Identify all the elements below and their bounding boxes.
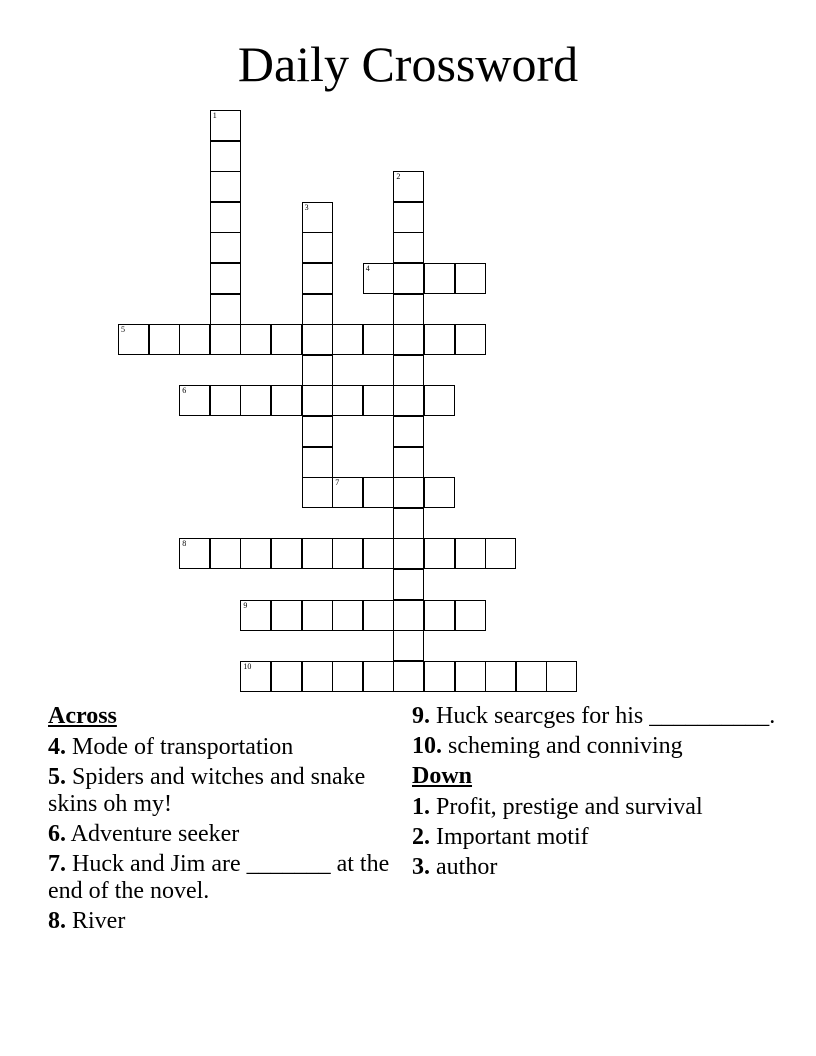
grid-cell[interactable] xyxy=(210,110,241,141)
grid-cell[interactable] xyxy=(271,324,302,355)
grid-cell[interactable] xyxy=(485,661,516,692)
across-heading: Across xyxy=(48,703,117,729)
clue-item-text: Mode of transportation xyxy=(66,734,294,760)
grid-cell[interactable] xyxy=(424,324,455,355)
grid-cell[interactable] xyxy=(302,202,333,233)
grid-cell[interactable] xyxy=(424,385,455,416)
grid-cell[interactable] xyxy=(210,324,241,355)
grid-cell[interactable] xyxy=(393,324,424,355)
grid-cell[interactable] xyxy=(240,661,271,692)
grid-cell[interactable] xyxy=(302,385,333,416)
grid-cell[interactable] xyxy=(546,661,577,692)
grid-cell[interactable] xyxy=(455,324,486,355)
grid-cell[interactable] xyxy=(363,385,394,416)
grid-cell[interactable] xyxy=(332,324,363,355)
grid-cell[interactable] xyxy=(302,232,333,263)
down-heading: Down xyxy=(412,763,473,789)
grid-cell[interactable] xyxy=(210,385,241,416)
grid-cell[interactable] xyxy=(393,569,424,600)
grid-cell[interactable] xyxy=(455,600,486,631)
clue-item xyxy=(412,703,792,730)
grid-cell[interactable] xyxy=(240,538,271,569)
clue-item-text: Adventure seeker xyxy=(66,821,240,847)
clue-number: 7 xyxy=(335,478,340,488)
clue-item-number: 9. xyxy=(412,703,430,729)
clue-item xyxy=(48,821,408,848)
grid-cell[interactable] xyxy=(302,355,333,386)
clue-item-text: Huck searcges for his __________. xyxy=(430,703,776,729)
grid-cell[interactable] xyxy=(302,294,333,325)
grid-cell[interactable] xyxy=(271,538,302,569)
grid-cell[interactable] xyxy=(210,538,241,569)
puzzle-title: Daily Crossword xyxy=(237,36,579,92)
grid-cell[interactable] xyxy=(302,600,333,631)
grid-cell[interactable] xyxy=(393,171,424,202)
clue-item xyxy=(48,764,408,818)
clue-number: 10 xyxy=(243,661,252,671)
grid-cell[interactable] xyxy=(179,385,210,416)
clues-column-right xyxy=(412,703,792,884)
clue-item xyxy=(412,854,792,881)
clue-item-number: 4. xyxy=(48,734,66,760)
grid-cell[interactable] xyxy=(424,661,455,692)
across-clue-list xyxy=(48,734,408,935)
grid-cell[interactable] xyxy=(118,324,149,355)
grid-cell[interactable] xyxy=(210,263,241,294)
grid-cell[interactable] xyxy=(455,263,486,294)
grid-cell[interactable] xyxy=(393,263,424,294)
grid-cell[interactable] xyxy=(393,630,424,661)
clue-item xyxy=(412,794,792,821)
grid-cell[interactable] xyxy=(393,447,424,478)
grid-cell[interactable] xyxy=(302,661,333,692)
grid-cell[interactable] xyxy=(302,263,333,294)
clue-item xyxy=(412,824,792,851)
grid-cell[interactable] xyxy=(149,324,180,355)
grid-cell[interactable] xyxy=(271,600,302,631)
clue-number: 6 xyxy=(182,386,187,396)
grid-cell[interactable] xyxy=(271,385,302,416)
clue-item-text: Important motif xyxy=(430,824,589,850)
clue-number: 4 xyxy=(365,264,370,273)
grid-cell[interactable] xyxy=(240,324,271,355)
clue-item-text: River xyxy=(66,908,126,934)
grid-cell[interactable] xyxy=(424,538,455,569)
grid-cell[interactable] xyxy=(424,600,455,631)
grid-cell[interactable] xyxy=(393,416,424,447)
clue-item-text: Huck and Jim are _______ at the end of the novel. xyxy=(48,851,390,904)
grid-cell[interactable] xyxy=(271,661,302,692)
clue-item xyxy=(412,733,792,760)
clue-item-number: 8. xyxy=(48,908,66,934)
clue-number: 1 xyxy=(212,111,217,120)
grid-cell[interactable] xyxy=(363,661,394,692)
clue-item-number: 6. xyxy=(48,821,66,847)
grid-cell[interactable] xyxy=(455,538,486,569)
clue-item xyxy=(48,734,408,761)
grid-cell[interactable] xyxy=(393,600,424,631)
grid-cell[interactable] xyxy=(332,661,363,692)
grid-cell[interactable] xyxy=(210,171,241,202)
grid-cell[interactable] xyxy=(332,538,363,569)
clue-number: 9 xyxy=(243,600,248,610)
clue-item-number: 7. xyxy=(48,851,66,877)
grid-cell[interactable] xyxy=(302,324,333,355)
grid-cell[interactable] xyxy=(393,232,424,263)
grid-cell[interactable] xyxy=(302,477,333,508)
grid-cell[interactable] xyxy=(393,294,424,325)
clue-item-text: scheming and conniving xyxy=(442,733,683,759)
grid-cell[interactable] xyxy=(393,385,424,416)
grid-cell[interactable] xyxy=(363,263,394,294)
clue-item xyxy=(48,908,408,935)
down-clue-list xyxy=(412,794,792,881)
grid-cell[interactable] xyxy=(393,202,424,233)
clue-item xyxy=(48,851,408,905)
grid-cell[interactable] xyxy=(393,355,424,386)
grid-cell[interactable] xyxy=(393,538,424,569)
grid-cell[interactable] xyxy=(302,538,333,569)
grid-cell[interactable] xyxy=(424,477,455,508)
clue-number: 3 xyxy=(304,202,309,212)
grid-cell[interactable] xyxy=(393,661,424,692)
grid-cell[interactable] xyxy=(363,477,394,508)
grid-cell[interactable] xyxy=(363,538,394,569)
clue-item-number: 2. xyxy=(412,824,430,850)
across-clue-list-continued xyxy=(412,703,792,760)
grid-cell[interactable] xyxy=(393,477,424,508)
grid-cell[interactable] xyxy=(179,324,210,355)
clue-item-text: Profit, prestige and survival xyxy=(430,794,703,820)
grid-cell[interactable] xyxy=(210,202,241,233)
clue-item-number: 1. xyxy=(412,794,430,820)
clue-item-number: 5. xyxy=(48,764,66,790)
grid-cell[interactable] xyxy=(363,324,394,355)
grid-cell[interactable] xyxy=(240,600,271,631)
grid-cell[interactable] xyxy=(485,538,516,569)
grid-cell[interactable] xyxy=(393,508,424,539)
grid-cell[interactable] xyxy=(302,447,333,478)
clues-column-left xyxy=(48,703,408,938)
grid-cell[interactable] xyxy=(240,385,271,416)
clue-number: 8 xyxy=(182,539,187,549)
clue-item-text: author xyxy=(430,854,498,880)
clue-item-number: 3. xyxy=(412,854,430,880)
grid-cell[interactable] xyxy=(424,263,455,294)
grid-cell[interactable] xyxy=(363,600,394,631)
clue-item-number: 10. xyxy=(412,733,442,759)
grid-cell[interactable] xyxy=(210,141,241,172)
grid-cell[interactable] xyxy=(302,416,333,447)
clue-item-text: Spiders and witches and snake skins oh my! xyxy=(48,764,366,817)
grid-cell[interactable] xyxy=(179,538,210,569)
grid-cell[interactable] xyxy=(516,661,547,692)
grid-cell[interactable] xyxy=(332,385,363,416)
grid-cell[interactable] xyxy=(332,477,363,508)
clue-number: 5 xyxy=(121,325,125,335)
grid-cell[interactable] xyxy=(455,661,486,692)
grid-cell[interactable] xyxy=(332,600,363,631)
grid-cell[interactable] xyxy=(210,294,241,325)
grid-cell[interactable] xyxy=(210,232,241,263)
clue-number: 2 xyxy=(396,172,401,182)
